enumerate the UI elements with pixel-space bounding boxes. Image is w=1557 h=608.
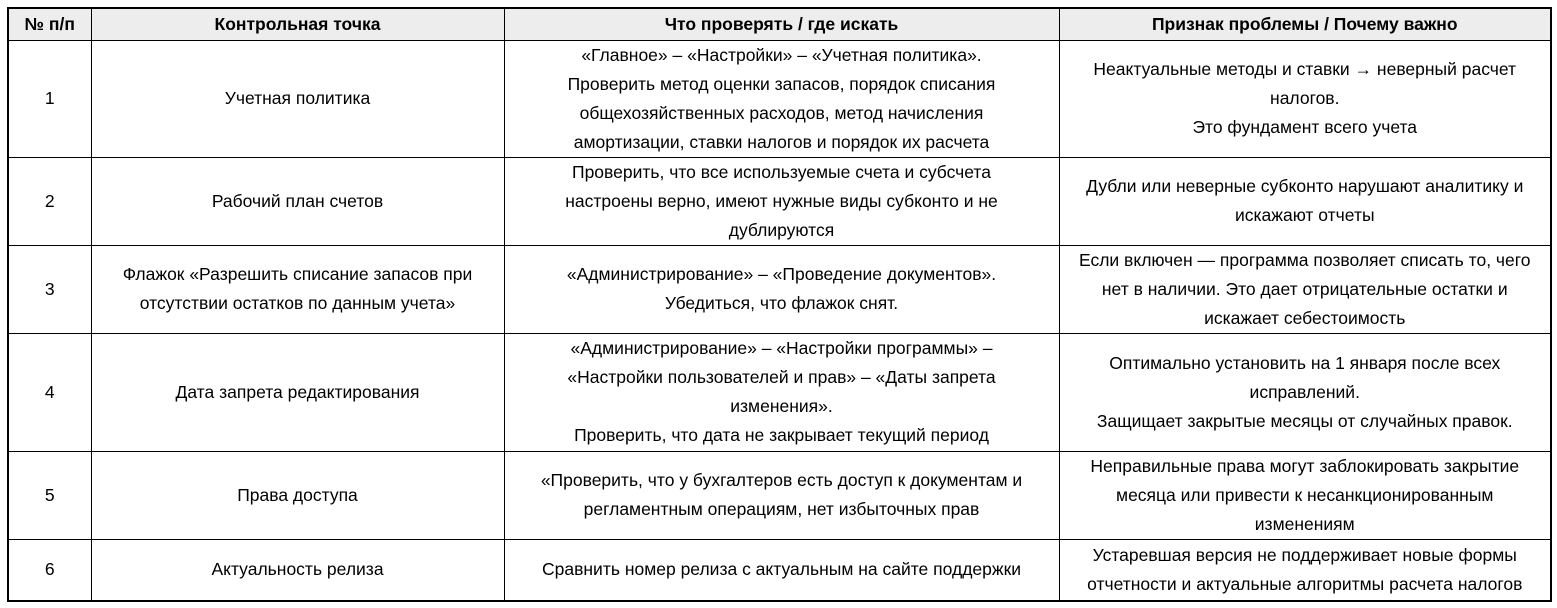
header-problem: Признак проблемы / Почему важно bbox=[1059, 8, 1551, 40]
checkpoint-cell bbox=[91, 539, 504, 601]
row-number-cell: 2 bbox=[8, 157, 91, 245]
checkpoint-cell bbox=[91, 333, 504, 451]
problem-cell bbox=[1059, 157, 1551, 245]
problem-text-line: Дубли или неверные субконто нарушают аналитику и bbox=[1086, 176, 1524, 196]
row-number-cell: 5 bbox=[8, 451, 91, 539]
what-text-line: «Администрирование» – «Настройки программы» – bbox=[570, 338, 993, 358]
what-text-line: «Администрирование» – «Проведение документов». bbox=[566, 264, 997, 284]
problem-cell bbox=[1059, 333, 1551, 451]
checkpoint-cell bbox=[91, 245, 504, 333]
problem-text-line: исправлений. bbox=[1249, 381, 1360, 402]
what-cell bbox=[504, 40, 1059, 157]
problem-text-line: Если включен — программа позволяет списать то, чего bbox=[1078, 249, 1531, 270]
header-num: № п/п bbox=[8, 8, 91, 40]
checkpoint-text-line: Дата запрета редактирования bbox=[175, 381, 420, 402]
problem-cell bbox=[1059, 40, 1551, 157]
problem-text-line: Оптимально установить на 1 января после всех bbox=[1109, 352, 1501, 373]
header-checkpoint: Контрольная точка bbox=[91, 8, 504, 40]
row-number-cell: 6 bbox=[8, 539, 91, 601]
what-cell bbox=[504, 333, 1059, 451]
what-text-line: изменения». bbox=[730, 396, 833, 416]
table-body bbox=[8, 40, 1551, 601]
problem-cell bbox=[1059, 539, 1551, 601]
problem-text-line: изменениям bbox=[1254, 513, 1355, 534]
checkpoint-cell bbox=[91, 157, 504, 245]
checkpoint-text-line: Флажок «Разрешить списание запасов при bbox=[122, 264, 473, 284]
problem-text-line: налогов. bbox=[1270, 88, 1340, 108]
checkpoint-text-line: отсутствии остатков по данным учета» bbox=[139, 293, 456, 313]
problem-text-line: Защищает закрытые месяцы от случайных правок. bbox=[1096, 410, 1513, 431]
what-cell bbox=[504, 157, 1059, 245]
what-text-line: «Настройки пользователей и прав» – «Даты запрета bbox=[567, 367, 996, 387]
problem-text-line: Это фундамент всего учета bbox=[1192, 117, 1418, 137]
what-text-line: настроены верно, имеют нужные виды субконто и не bbox=[565, 190, 998, 211]
checklist-table-wrapper bbox=[7, 7, 1550, 602]
what-text-line: Проверить, что все используемые счета и субсчета bbox=[572, 161, 991, 182]
problem-text-line: Устаревшая версия не поддерживает новые формы bbox=[1092, 544, 1517, 565]
row-number-cell: 4 bbox=[8, 333, 91, 451]
table-row bbox=[8, 157, 1551, 245]
checkpoint-text-line: Актуальность релиза bbox=[211, 559, 384, 580]
what-text-line: «Проверить, что у бухгалтеров есть доступ к документам и bbox=[540, 470, 1023, 490]
what-text-line: регламентным операциям, нет избыточных прав bbox=[583, 499, 980, 519]
problem-cell bbox=[1059, 245, 1551, 333]
checkpoint-cell bbox=[91, 40, 504, 157]
what-cell bbox=[504, 539, 1059, 601]
checklist-table bbox=[7, 7, 1552, 602]
problem-text-line: искажает себестоимость bbox=[1204, 307, 1406, 328]
table-row bbox=[8, 333, 1551, 451]
what-cell bbox=[504, 451, 1059, 539]
what-text-line: Проверить метод оценки запасов, порядок списания bbox=[567, 73, 996, 94]
what-text-line: «Главное» – «Настройки» – «Учетная политика». bbox=[581, 44, 982, 65]
table-row bbox=[8, 451, 1551, 539]
what-text-line: Убедиться, что флажок снят. bbox=[664, 293, 899, 313]
problem-text-line: Неправильные права могут заблокировать закрытие bbox=[1090, 455, 1520, 476]
table-row bbox=[8, 539, 1551, 601]
what-text-line: общехозяйственных расходов, метод начисления bbox=[579, 102, 984, 123]
table-row bbox=[8, 40, 1551, 157]
problem-text-line: отчетности и актуальные алгоритмы расчета налогов bbox=[1087, 573, 1523, 594]
what-cell bbox=[504, 245, 1059, 333]
checkpoint-text-line: Рабочий план счетов bbox=[211, 190, 384, 211]
what-text-line: Сравнить номер релиза с актуальным на сайте поддержки bbox=[541, 559, 1022, 580]
row-number-cell: 3 bbox=[8, 245, 91, 333]
problem-text-line: Неактуальные методы и ставки → неверный расчет bbox=[1093, 59, 1517, 79]
header-row bbox=[8, 8, 1551, 40]
table-header bbox=[8, 8, 1551, 40]
what-text-line: амортизации, ставки налогов и порядок их расчета bbox=[573, 131, 990, 152]
table-row bbox=[8, 245, 1551, 333]
what-text-line: дублируются bbox=[728, 219, 835, 240]
checkpoint-cell bbox=[91, 451, 504, 539]
checkpoint-text-line: Права доступа bbox=[237, 484, 358, 505]
problem-text-line: месяца или привести к несанкционированным bbox=[1116, 484, 1494, 505]
header-what: Что проверять / где искать bbox=[504, 8, 1059, 40]
problem-text-line: нет в наличии. Это дает отрицательные остатки и bbox=[1101, 278, 1508, 299]
row-number-cell: 1 bbox=[8, 40, 91, 157]
what-text-line: Проверить, что дата не закрывает текущий период bbox=[574, 425, 989, 445]
problem-cell bbox=[1059, 451, 1551, 539]
checkpoint-text-line: Учетная политика bbox=[224, 88, 371, 108]
problem-text-line: искажают отчеты bbox=[1234, 205, 1375, 225]
